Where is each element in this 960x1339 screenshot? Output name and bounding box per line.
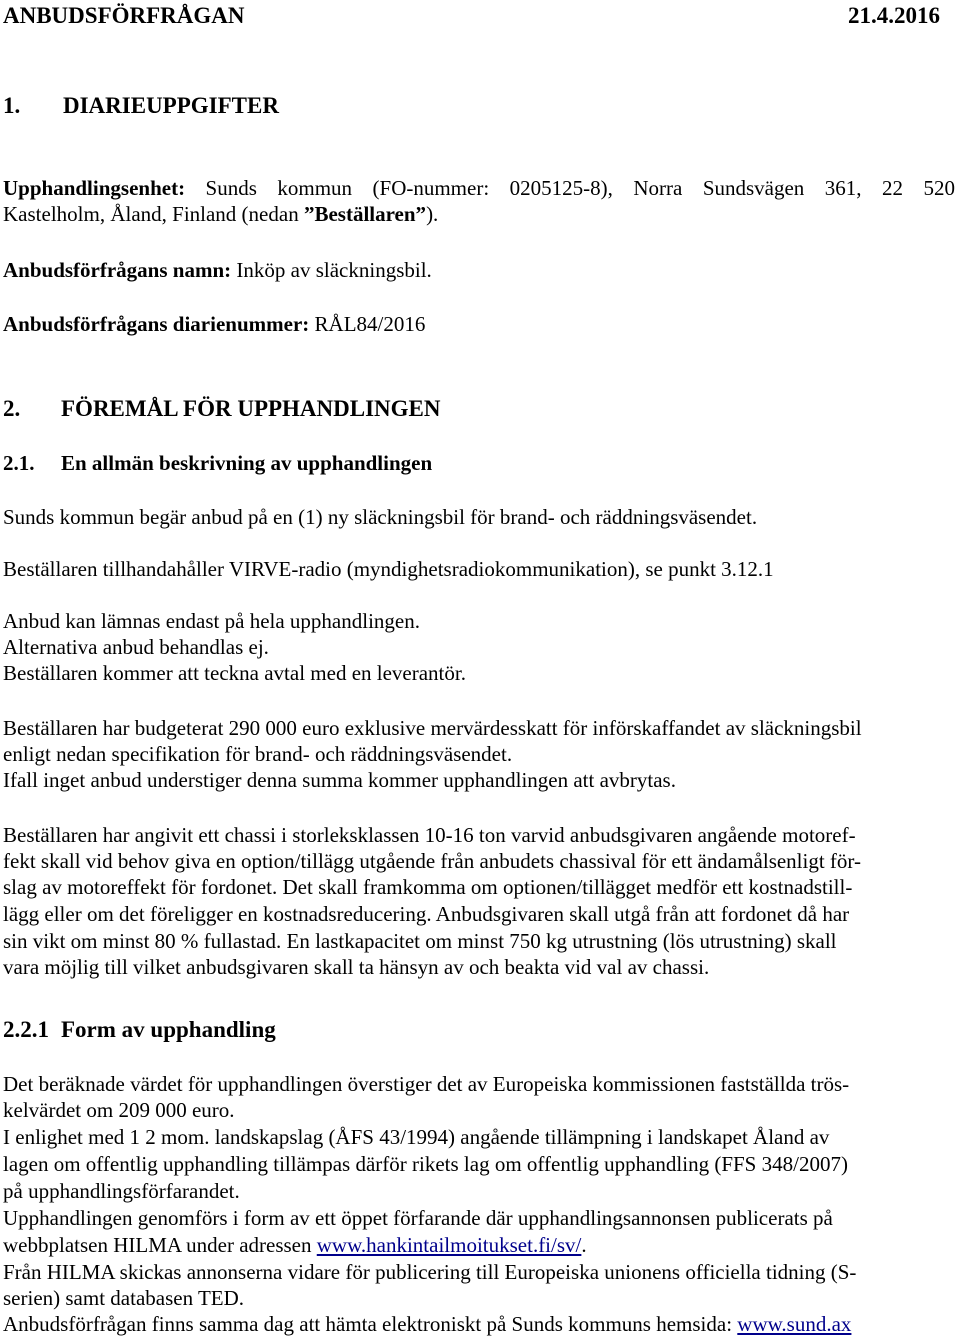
paragraph-6-line-3: I enlighet med 1 2 mom. landskapslag (ÅFS 43/1994) angående tillämpning i landskapet Åland av xyxy=(3,1125,830,1149)
paragraph-4-line-3: Ifall inget anbud understiger denna summa kommer upphandlingen att avbrytas. xyxy=(3,768,676,792)
paragraph-8: Anbudsförfrågan finns samma dag att hämta elektroniskt på Sunds kommuns hemsida: www.sund.ax xyxy=(3,1312,852,1336)
paragraph-5-line-4: lägg eller om det föreligger en kostnadsreducering. Anbudsgivaren skall utgå från att fordonet då har xyxy=(3,902,850,926)
paragraph-5-line-1: Beställaren har angivit ett chassi i storleksklassen 10-16 ton varvid anbudsgivaren angående motoref- xyxy=(3,823,856,847)
paragraph-4-line-2: enligt nedan specifikation för brand- och räddningsväsendet. xyxy=(3,742,513,766)
paragraph-4-line-1: Beställaren har budgeterat 290 000 euro exklusive mervärdesskatt för införskaffandet av släckningsbil xyxy=(3,716,862,740)
paragraph-7-line-2: serien) samt databasen TED. xyxy=(3,1286,245,1310)
unit-line-2: Kastelholm, Åland, Finland (nedan ”Beställaren”). xyxy=(3,202,439,226)
section-1-heading: 1. DIARIEUPPGIFTER xyxy=(3,93,279,118)
paragraph-5-line-5: sin vikt om minst 80 % fullastad. En lastkapacitet om minst 750 kg utrustning (lös utrustning) skall xyxy=(3,929,837,953)
paragraph-6-line-6: Upphandlingen genomförs i form av ett öppet förfarande där upphandlingsannonsen publicerats på xyxy=(3,1206,833,1230)
paragraph-3-line-1: Anbud kan lämnas endast på hela upphandlingen. xyxy=(3,609,420,633)
hilma-link[interactable]: www.hankintailmoitukset.fi/sv/ xyxy=(316,1233,582,1257)
paragraph-7-line-1: Från HILMA skickas annonserna vidare för publicering till Europeiska unionens officiella tidning (S- xyxy=(3,1260,857,1284)
paragraph-6-line-4: lagen om offentlig upphandling tillämpas därför rikets lag om offentlig upphandling (FFS 348/2007) xyxy=(3,1152,848,1176)
document-title: ANBUDSFÖRFRÅGAN xyxy=(3,3,245,28)
paragraph-5-line-6: vara möjlig till vilket anbudsgivaren skall ta hänsyn av och beakta vid val av chassi. xyxy=(3,955,710,979)
section-2-heading: 2. FÖREMÅL FÖR UPPHANDLINGEN xyxy=(3,396,441,421)
paragraph-5-line-2: fekt skall vid behov giva en option/tillägg utgående från anbudets chassival för ett ändamålsenligt för- xyxy=(3,849,861,873)
unit-line-1: Upphandlingsenhet: Sunds kommun (FO-nummer: 0205125-8), Norra Sundsvägen 361, 22 520 xyxy=(3,176,955,200)
sund-website-link[interactable]: www.sund.ax xyxy=(737,1312,852,1336)
paragraph-6-line-5: på upphandlingsförfarandet. xyxy=(3,1179,240,1203)
section-2-1-heading: 2.1. En allmän beskrivning av upphandlingen xyxy=(3,451,433,475)
diary-number: Anbudsförfrågans diarienummer: RÅL84/2016 xyxy=(3,312,426,336)
paragraph-2: Beställaren tillhandahåller VIRVE-radio (myndighetsradiokommunikation), se punkt 3.12.1 xyxy=(3,557,774,581)
unit-label: Upphandlingsenhet: xyxy=(3,176,186,200)
paragraph-3-line-3: Beställaren kommer att teckna avtal med en leverantör. xyxy=(3,661,466,685)
paragraph-1: Sunds kommun begär anbud på en (1) ny släckningsbil för brand- och räddningsväsendet. xyxy=(3,505,758,529)
procurement-name: Anbudsförfrågans namn: Inköp av släckningsbil. xyxy=(3,258,432,282)
paragraph-6-line-2: kelvärdet om 209 000 euro. xyxy=(3,1098,235,1122)
paragraph-6-line-1: Det beräknade värdet för upphandlingen överstiger det av Europeiska kommissionen fastställda trös- xyxy=(3,1072,850,1096)
paragraph-6-line-7: webbplatsen HILMA under adressen www.hankintailmoitukset.fi/sv/. xyxy=(3,1233,587,1257)
section-2-2-1-heading: 2.2.1 Form av upphandling xyxy=(3,1017,276,1042)
paragraph-5-line-3: slag av motoreffekt för fordonet. Det skall framkomma om optionen/tillägget medför ett kostnadstill- xyxy=(3,875,853,899)
document-date: 21.4.2016 xyxy=(848,3,940,28)
paragraph-3-line-2: Alternativa anbud behandlas ej. xyxy=(3,635,269,659)
